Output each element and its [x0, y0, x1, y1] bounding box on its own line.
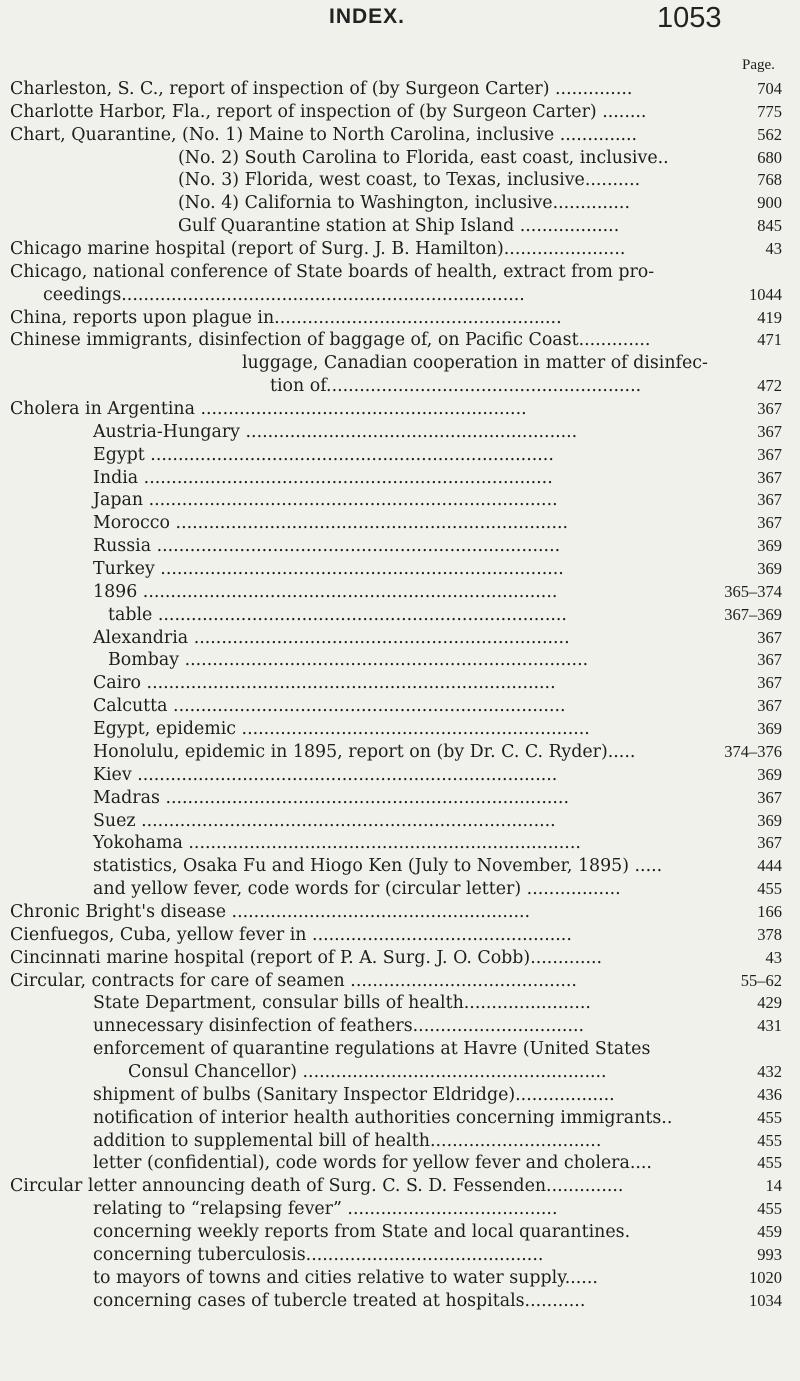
index-entry [0, 1084, 800, 1107]
entry-page: 14 [765, 1176, 782, 1196]
entry-text: concerning tuberculosis........................................... [93, 1244, 544, 1265]
index-entry [0, 375, 800, 398]
entry-text: (No. 4) California to Washington, inclusive.............. [178, 193, 630, 214]
index-entry [0, 535, 800, 558]
entry-page: 472 [757, 376, 782, 396]
entry-page: 367 [757, 787, 782, 807]
index-entry [0, 101, 800, 124]
index-entry [0, 718, 800, 741]
entry-text: unnecessary disinfection of feathers............................... [93, 1016, 585, 1037]
entry-page: 367 [757, 696, 782, 716]
entry-page: 1034 [749, 1290, 782, 1310]
index-entry [0, 1061, 800, 1084]
entry-text: Madras ......................................................................... [93, 787, 569, 808]
entry-text: Morocco ....................................................................... [93, 513, 569, 534]
entry-text: Egypt ......................................................................... [93, 444, 554, 465]
index-entry [0, 352, 800, 375]
entry-page: 367 [757, 627, 782, 647]
entry-page: 369 [757, 719, 782, 739]
index-entry [0, 649, 800, 672]
index-entry [0, 832, 800, 855]
entry-text: Circular, contracts for care of seamen ......................................... [10, 970, 577, 991]
entry-page: 374–376 [724, 741, 782, 761]
index-entry [0, 284, 800, 307]
entry-page: 369 [757, 810, 782, 830]
index-entry [0, 901, 800, 924]
entry-text: addition to supplemental bill of health............................... [93, 1130, 602, 1151]
page-header-title: INDEX. [329, 5, 406, 28]
entry-text: Charleston, S. C., report of inspection of (by Surgeon Carter) .............. [10, 79, 633, 99]
entry-page: 367 [757, 490, 782, 510]
entry-text: State Department, consular bills of health....................... [93, 993, 591, 1014]
entry-text: notification of interior health authorities concerning immigrants.. [93, 1107, 673, 1128]
entry-text: Cincinnati marine hospital (report of P. A. Surg. J. O. Cobb)............. [10, 947, 603, 968]
entry-page: 367–369 [724, 604, 782, 624]
entry-text: Chicago, national conference of State boards of health, extract from pro- [10, 261, 655, 282]
index-entry [0, 329, 800, 352]
entry-text: Chart, Quarantine, (No. 1) Maine to North Carolina, inclusive .............. [10, 124, 638, 145]
entry-page: 367 [757, 444, 782, 464]
entry-page: 1044 [749, 284, 782, 304]
entry-page: 845 [757, 216, 782, 236]
index-entry [0, 787, 800, 810]
entry-text: Chronic Bright's disease ...................................................... [10, 901, 531, 922]
index-entry [0, 764, 800, 787]
entry-text: concerning cases of tubercle treated at hospitals........... [93, 1290, 586, 1311]
entry-text: enforcement of quarantine regulations at Havre (United States [93, 1039, 651, 1060]
entry-text: table .......................................................................... [108, 604, 567, 625]
entry-text: (No. 2) South Carolina to Florida, east coast, inclusive.. [178, 147, 669, 168]
index-entry [0, 1015, 800, 1038]
entry-text: Russia ......................................................................... [93, 536, 561, 557]
entry-text: Consul Chancellor) ....................................................... [128, 1061, 607, 1082]
index-entry [0, 741, 800, 764]
entry-text: Alexandria .................................................................... [93, 627, 570, 648]
entry-page: 455 [757, 1107, 782, 1127]
entry-text: India .......................................................................... [93, 467, 553, 488]
index-entry [0, 1107, 800, 1130]
entry-page: 455 [757, 1153, 782, 1173]
index-entry [0, 307, 800, 330]
index-entry [0, 512, 800, 535]
entry-page: 367 [757, 467, 782, 487]
entry-text: China, reports upon plague in.................................................... [10, 307, 562, 328]
index-entry [0, 604, 800, 627]
entry-text: Chinese immigrants, disinfection of baggage of, on Pacific Coast............. [10, 330, 651, 351]
entry-page: 680 [757, 147, 782, 167]
index-entry [0, 810, 800, 833]
page-number: 1053 [657, 2, 722, 34]
entry-page: 704 [757, 79, 782, 98]
entry-page: 367 [757, 421, 782, 441]
entry-page: 900 [757, 193, 782, 213]
index-entry [0, 855, 800, 878]
entry-text: Cholera in Argentina ........................................................... [10, 399, 527, 420]
entry-page: 55–62 [740, 970, 782, 990]
entry-text: luggage, Canadian cooperation in matter of disinfec- [242, 353, 708, 374]
entry-text: Egypt, epidemic ............................................................... [93, 719, 590, 740]
entry-text: (No. 3) Florida, west coast, to Texas, inclusive.......... [178, 170, 641, 191]
index-entry [0, 1244, 800, 1267]
index-entry [0, 1130, 800, 1153]
entry-text: to mayors of towns and cities relative to water supply...... [93, 1267, 598, 1288]
entry-page: 419 [757, 307, 782, 327]
entry-text: Honolulu, epidemic in 1895, report on (by Dr. C. C. Ryder)..... [93, 741, 636, 762]
index-entry [0, 1290, 800, 1313]
index-entry [0, 992, 800, 1015]
index-entry [0, 1175, 800, 1198]
entry-text: Cienfuegos, Cuba, yellow fever in ............................................... [10, 924, 572, 945]
entry-page: 367 [757, 399, 782, 419]
index-entry [0, 421, 800, 444]
index-entry [0, 215, 800, 238]
index-entry [0, 581, 800, 604]
index-entry [0, 261, 800, 284]
page-column-label: Page. [742, 57, 775, 73]
index-entry [0, 192, 800, 215]
entry-text: Calcutta ....................................................................... [93, 696, 566, 717]
index-entry [0, 695, 800, 718]
entry-page: 432 [757, 1061, 782, 1081]
index-entry [0, 1221, 800, 1244]
index-entry [0, 970, 800, 993]
entry-page: 367 [757, 513, 782, 533]
entry-text: Suez ........................................................................... [93, 810, 556, 831]
entry-text: Gulf Quarantine station at Ship Island .................. [178, 216, 620, 237]
entry-text: Japan .......................................................................... [93, 490, 558, 511]
index-entry [0, 147, 800, 170]
entry-page: 993 [757, 1244, 782, 1264]
entry-page: 367 [757, 650, 782, 670]
entry-page: 1020 [749, 1267, 782, 1287]
entry-page: 369 [757, 559, 782, 579]
index-entry [0, 924, 800, 947]
entry-page: 562 [757, 124, 782, 144]
entry-text: Austria-Hungary ............................................................ [93, 421, 578, 442]
index-entry [0, 398, 800, 421]
entry-page: 444 [757, 856, 782, 876]
entry-text: Bombay ......................................................................... [108, 650, 589, 671]
index-entry [0, 238, 800, 261]
entry-text: Yokohama ....................................................................... [93, 833, 581, 854]
index-entries [0, 78, 800, 1312]
index-entry [0, 1038, 800, 1061]
entry-text: Charlotte Harbor, Fla., report of inspection of (by Surgeon Carter) ........ [10, 101, 647, 122]
entry-text: tion of......................................................... [270, 376, 642, 397]
entry-text: shipment of bulbs (Sanitary Inspector Eldridge).................. [93, 1084, 615, 1105]
entry-page: 455 [757, 879, 782, 899]
index-entry [0, 444, 800, 467]
entry-text: concerning weekly reports from State and local quarantines. [93, 1221, 631, 1242]
entry-text: letter (confidential), code words for yellow fever and cholera.... [93, 1153, 652, 1174]
index-entry [0, 627, 800, 650]
index-entry [0, 878, 800, 901]
entry-page: 43 [765, 239, 782, 259]
index-entry [0, 1152, 800, 1175]
entry-page: 369 [757, 764, 782, 784]
entry-page: 43 [765, 947, 782, 967]
entry-page: 459 [757, 1221, 782, 1241]
entry-page: 166 [757, 901, 782, 921]
entry-page: 471 [757, 330, 782, 350]
entry-text: Kiev ............................................................................ [93, 764, 558, 785]
index-entry [0, 1198, 800, 1221]
entry-page: 429 [757, 993, 782, 1013]
entry-text: Circular letter announcing death of Surg. C. S. D. Fessenden.............. [10, 1176, 624, 1197]
entry-page: 378 [757, 924, 782, 944]
index-entry [0, 489, 800, 512]
entry-page: 455 [757, 1199, 782, 1219]
index-entry [0, 169, 800, 192]
entry-page: 369 [757, 536, 782, 556]
index-entry [0, 124, 800, 147]
entry-text: Cairo .......................................................................... [93, 673, 556, 694]
entry-text: Chicago marine hospital (report of Surg. J. B. Hamilton)...................... [10, 239, 626, 260]
index-entry [0, 1267, 800, 1290]
index-entry [0, 672, 800, 695]
index-entry [0, 558, 800, 581]
index-entry [0, 947, 800, 970]
entry-text: relating to “relapsing fever” ...................................... [93, 1199, 558, 1220]
entry-page: 768 [757, 170, 782, 190]
entry-page: 365–374 [724, 581, 782, 601]
entry-page: 367 [757, 833, 782, 853]
entry-page: 775 [757, 101, 782, 121]
index-entry [0, 78, 800, 101]
entry-page: 367 [757, 673, 782, 693]
entry-page: 431 [757, 1016, 782, 1036]
entry-text: Turkey ......................................................................... [93, 559, 564, 580]
entry-text: statistics, Osaka Fu and Hiogo Ken (July to November, 1895) ..... [93, 856, 663, 877]
entry-text: ceedings......................................................................... [43, 284, 525, 305]
index-entry [0, 467, 800, 490]
entry-text: 1896 ........................................................................... [93, 581, 558, 602]
entry-page: 436 [757, 1084, 782, 1104]
entry-page: 455 [757, 1130, 782, 1150]
entry-text: and yellow fever, code words for (circular letter) ................. [93, 879, 621, 900]
